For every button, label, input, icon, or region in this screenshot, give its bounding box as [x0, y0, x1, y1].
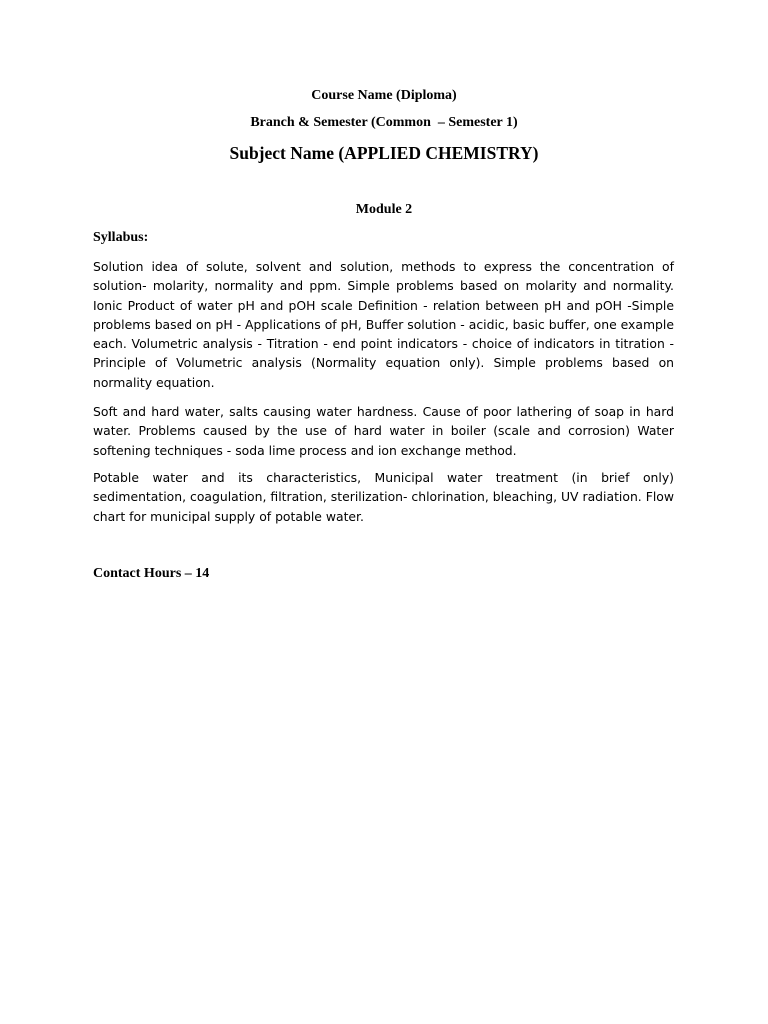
module-title: Module 2	[355, 202, 413, 217]
branch-semester-heading: Branch & Semester (Common – Semester 1)	[250, 115, 518, 130]
syllabus-heading: Syllabus:	[93, 230, 149, 245]
subject-name-heading: Subject Name (APPLIED CHEMISTRY)	[229, 143, 539, 163]
course-name-heading: Course Name (Diploma)	[311, 88, 457, 103]
syllabus-paragraph-solutions: Solution idea of solute, solvent and solution, methods to express the concentration of solution- molarity, normality and ppm. Simple problems based on molarity and normality. Ionic Product of water pH and pOH scale Definition - relation between pH and pOH -Simple problems based on pH - Applications of pH, Buffer solution - acidic, basic buffer, one example each. Volumetric analysis - Titration - end point indicators - choice of indicators in titration - Principle of Volumetric analysis (Normality equation only). Simple problems based on normality equation.	[93, 259, 674, 390]
syllabus-paragraph-potable-water: Potable water and its characteristics, Municipal water treatment (in brief only) sedimentation, coagulation, filtration, sterilization- chlorination, bleaching, UV radiation. Flow chart for municipal supply of potable water.	[93, 470, 674, 524]
syllabus-paragraph-hard-water: Soft and hard water, salts causing water hardness. Cause of poor lathering of soap in hard water. Problems caused by the use of hard water in boiler (scale and corrosion) Water softening techniques - soda lime process and ion exchange method.	[93, 404, 674, 458]
contact-hours: Contact Hours – 14	[93, 566, 210, 581]
